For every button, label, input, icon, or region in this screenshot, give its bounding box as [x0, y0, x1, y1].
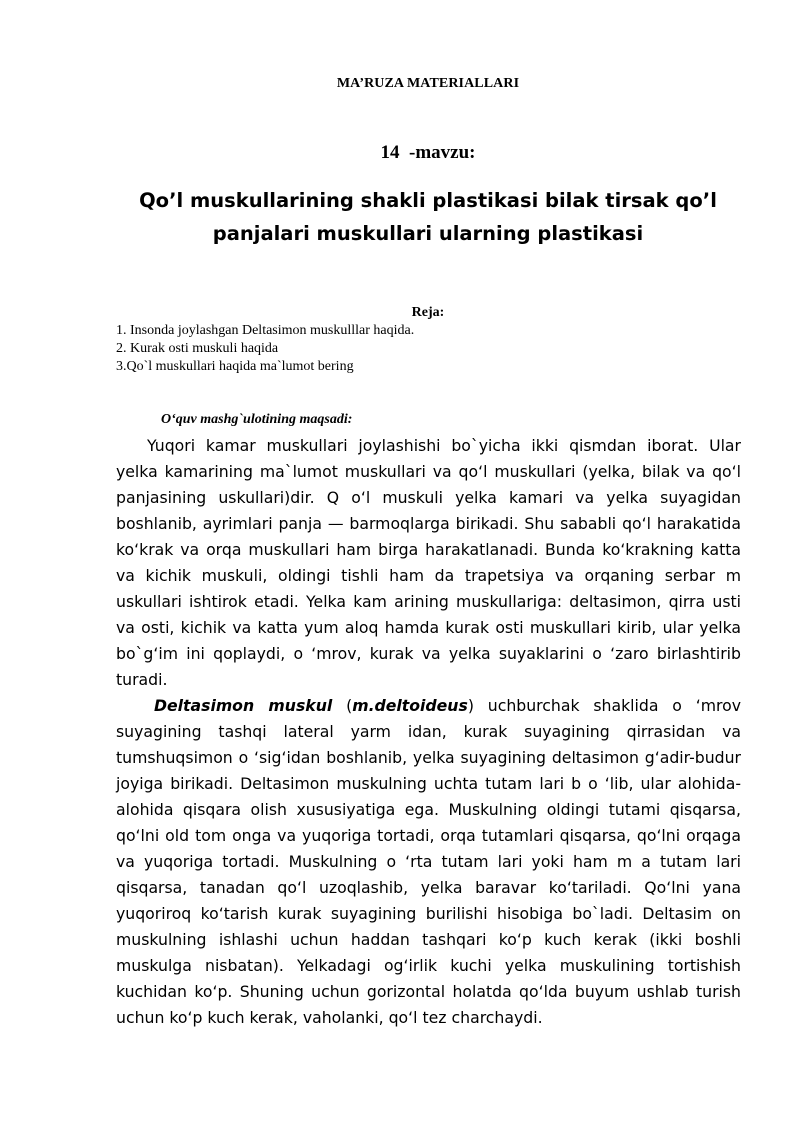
term-deltoid: Deltasimon muskul	[154, 696, 333, 715]
plan-item: 3.Qo`l muskullari haqida ma`lumot bering	[116, 359, 354, 374]
topic-number: 14 -mavzu:	[380, 142, 476, 163]
latin-term: m.deltoideus	[352, 696, 468, 715]
paragraph-deltoid-text: ) uchburchak shaklida o ‘mrov suyagining tashqi lateral yarm idan, kurak suyagining qirrasidan va tumshuqsimon o ‘sig‘idan boshlanib, yelka suyagining deltasimon g‘adir-budur joyiga birikadi. Deltasimon muskulning uchta tutam lari b o ‘lib, ular alohida-alohida qisqara olish xususiyatiga ega. Muskulning oldingi tutami qisqarsa, qo‘lni old tom onga va yuqoriga tortadi, orqa tutamlari qisqarsa, qo‘lni orqaga va yuqoriga tortadi. Muskulning o ‘rta tutam lari yoki ham m a tutam lari qisqarsa, tanadan qo‘l uzoqlashib, yelka baravar ko‘tariladi. Qo‘lni yana yuqoriroq ko‘tarish kurak suyagining burilishi hisobiga bo`ladi. Deltasim on muskulning ishlashi uchun haddan tashqari ko‘p kuch kerak (ikki boshli muskulga nisbatan). Yelkadagi og‘irlik kuchi yelka muskulining tortishish kuchidan ko‘p. Shuning uchun gorizontal holatda qo‘lda buyum ushlab turish uchun ko‘p kuch kerak, vaholanki, qo‘l tez charchaydi.	[116, 696, 741, 1027]
plan-item: 1. Insonda joylashgan Deltasimon muskulllar haqida.	[116, 323, 415, 338]
goal-heading: O‘quv mashg`ulotining maqsadi:	[161, 412, 353, 427]
plan-item: 2. Kurak osti muskuli haqida	[116, 341, 279, 356]
header-label: MA’RUZA MATERIALLARI	[336, 76, 520, 91]
plan-list	[116, 322, 414, 376]
paragraph-deltoid	[116, 693, 741, 1031]
page-title: Qo’l muskullarining shakli plastikasi bilak tirsak qo’l panjalari muskullari ularning plastikasi	[139, 189, 717, 245]
plan-heading: Reja:	[411, 305, 445, 320]
body-text	[116, 433, 741, 1031]
open-paren: (	[332, 696, 353, 715]
paragraph-intro: Yuqori kamar muskullari joylashishi bo`yicha ikki qismdan iborat. Ular yelka kamarining ma`lumot muskullari va qo‘l muskullari (yelka, bilak va qo‘l panjasining uskullari)dir. Q o‘l muskuli yelka kamari va yelka suyagidan boshlanib, ayrimlari panja — barmoqlarga birikadi. Shu sababli qo‘l harakatida ko‘krak va orqa muskullari ham birga harakatlanadi. Bunda ko‘krakning katta va kichik muskuli, oldingi tishli ham da trapetsiya va orqaning serbar m uskullari ishtirok etadi. Yelka kam arining muskullariga: deltasimon, qirra usti va osti, kichik va katta yum aloq hamda kurak osti muskullari kirib, ular yelka bo`g‘im ini qoplaydi, o ‘mrov, kurak va yelka suyaklarini o ‘zaro birlashtirib turadi.	[116, 436, 741, 689]
